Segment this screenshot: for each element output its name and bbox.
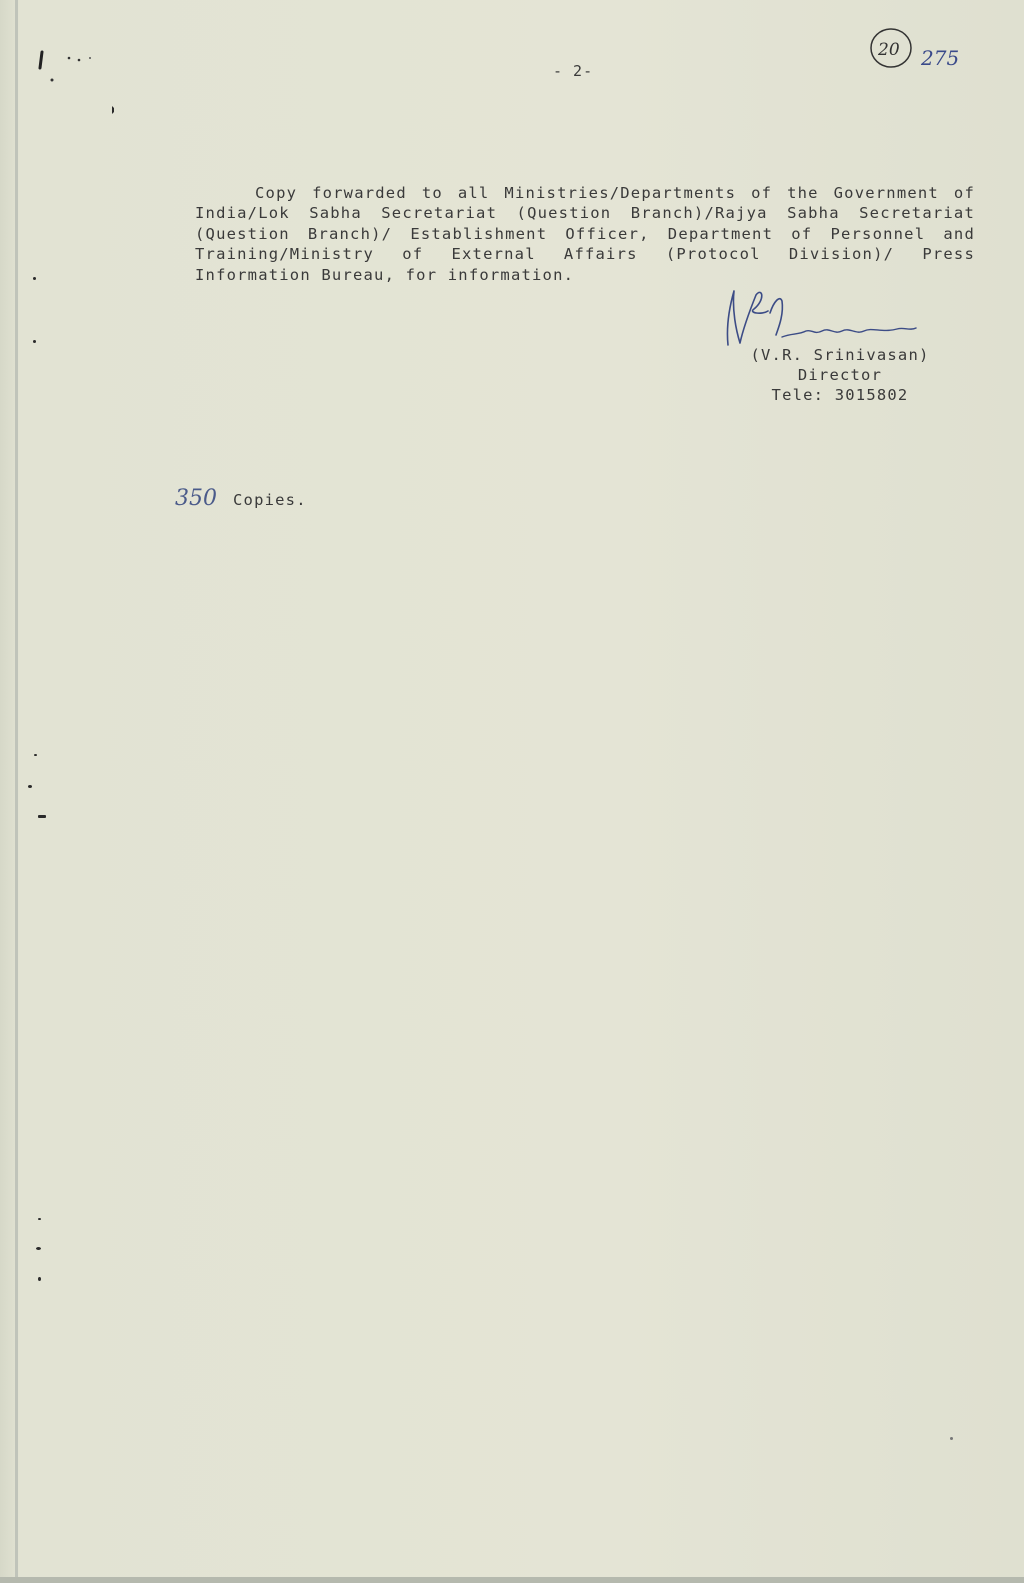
circled-file-number: 20 [878, 40, 900, 60]
copies-line [175, 486, 307, 511]
scan-speck [33, 277, 36, 280]
scan-speck [38, 815, 46, 818]
signatory-telephone: Tele: 3015802 [771, 386, 909, 404]
scan-speck [34, 754, 37, 756]
page-left-edge [15, 0, 18, 1583]
copies-count-handwritten: 350 [175, 486, 217, 511]
signatory-designation: Director [797, 366, 883, 384]
signatory-name: (V.R. Srinivasan) [750, 346, 930, 364]
file-number: 275 [921, 46, 960, 70]
forwarding-paragraph: Copy forwarded to all Ministries/Departments of the Government of India/Lok Sabha Secretariat (Question Branch)/Rajya Sabha Secretariat (Question Branch)/ Establishment Officer, Department of Personnel and Training/Ministry of External Affairs (Protocol Division)/ Press Information Bureau, for information. [195, 184, 975, 284]
scan-speck [28, 785, 32, 788]
margin-scribble-mark [24, 40, 114, 120]
page-bottom-edge [0, 1577, 1024, 1583]
file-number-annotation [868, 25, 988, 85]
scan-speck [36, 1247, 41, 1250]
scan-speck [38, 1218, 41, 1220]
signature-block [730, 345, 950, 405]
scan-speck [950, 1437, 953, 1440]
copies-label: Copies. [233, 491, 307, 509]
scan-speck [38, 1277, 41, 1281]
page-number: - 2- [553, 62, 594, 80]
scan-speck [33, 340, 36, 343]
